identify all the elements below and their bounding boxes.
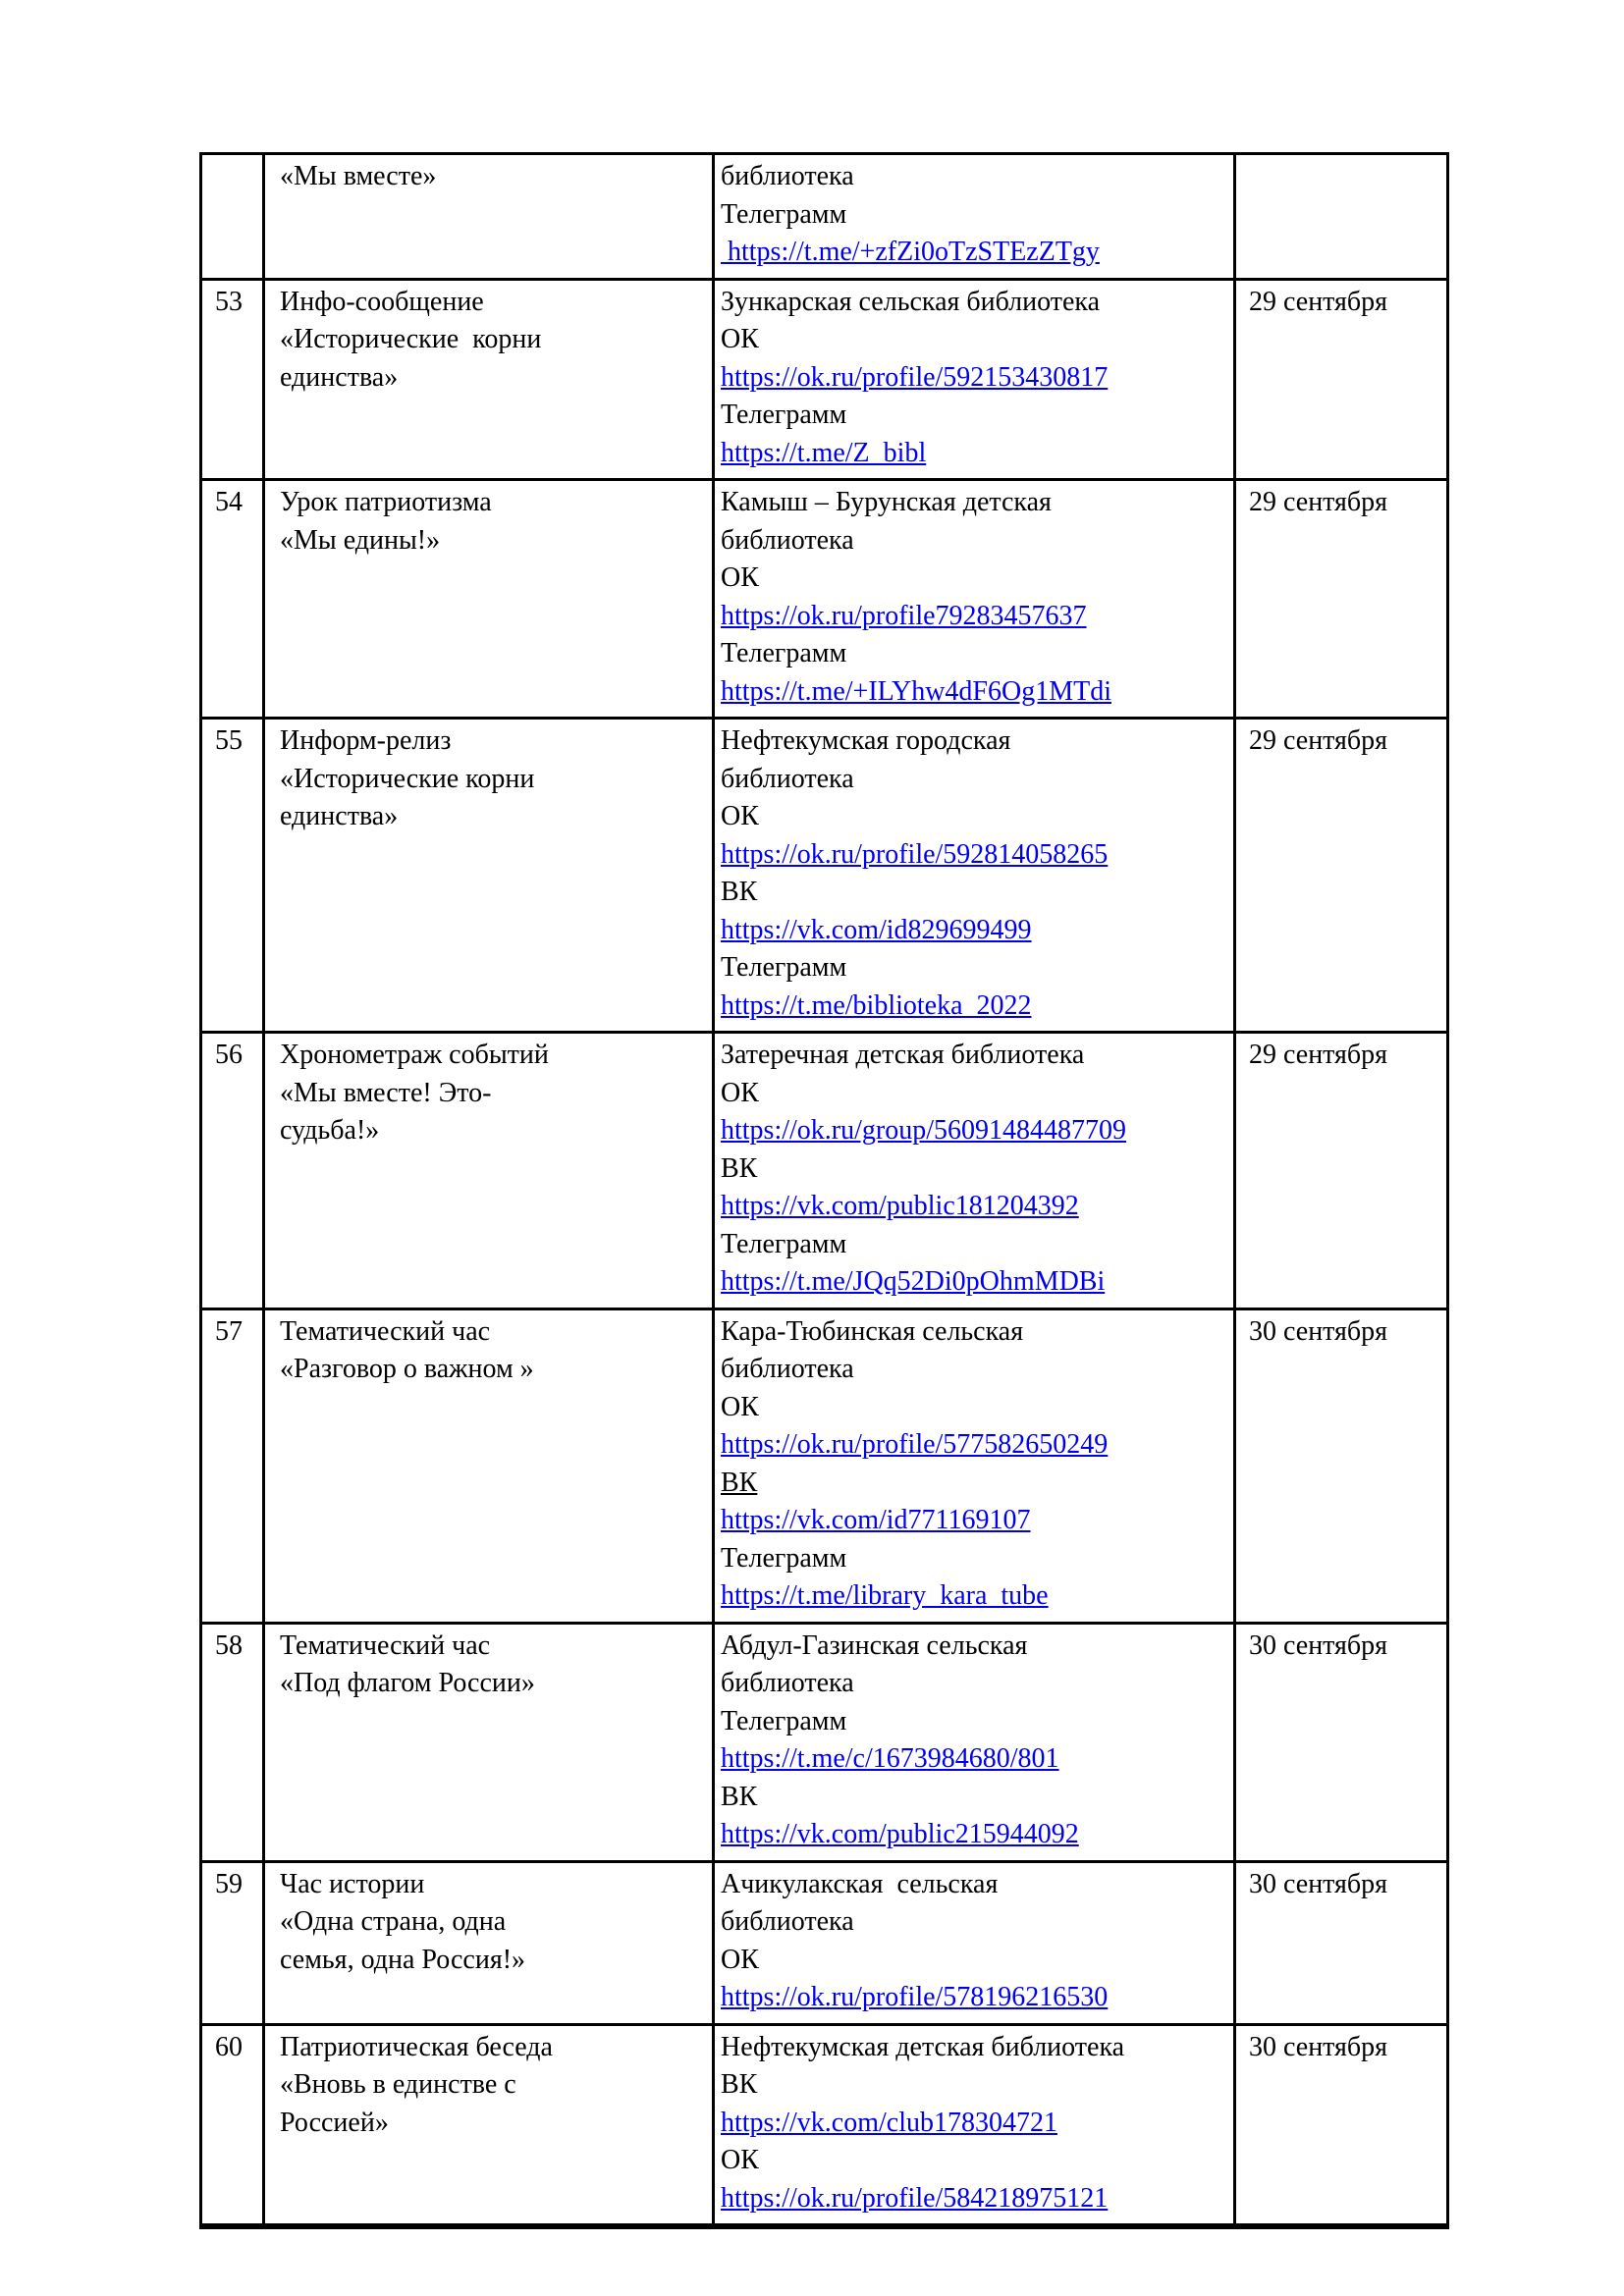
source-link[interactable]: https://t.me/+ILYhw4dF6Og1MTdi (721, 675, 1111, 707)
schedule-table-body (201, 154, 1448, 2227)
event-name-line: Инфо-сообщение (280, 286, 484, 317)
source-link[interactable]: https://t.me/c/1673984680/801 (721, 1743, 1059, 1774)
source-text-line: Нефтекумская детская библиотека (721, 2031, 1125, 2062)
event-name-cell (264, 154, 714, 280)
source-links-cell (714, 1033, 1235, 1309)
row-number-cell: 57 (201, 1308, 264, 1623)
source-text-line: ОК (721, 801, 759, 831)
source-text-line: Камыш – Бурунская детская (721, 487, 1052, 517)
table-row (201, 1308, 1448, 1623)
date-cell: 29 сентября (1235, 279, 1448, 480)
event-name-line: единства» (280, 361, 399, 393)
date-cell: 29 сентября (1235, 1033, 1448, 1309)
event-name-line: Россией» (280, 2107, 389, 2138)
source-text-line: ВК (721, 877, 758, 907)
source-text-line: ОК (721, 324, 759, 354)
source-link[interactable]: https://t.me/Z_bibl (721, 437, 927, 468)
source-link[interactable]: https://ok.ru/profile/592153430817 (721, 361, 1109, 393)
source-link[interactable]: https://vk.com/public181204392 (721, 1191, 1079, 1221)
date-cell: 30 сентября (1235, 2024, 1448, 2226)
source-link[interactable]: https://t.me/library_kara_tube (721, 1580, 1049, 1611)
row-number-cell: 60 (201, 2024, 264, 2226)
source-links-cell (714, 719, 1235, 1033)
source-link[interactable]: https://ok.ru/profile79283457637 (721, 600, 1087, 631)
source-text-line: Телеграмм (721, 1705, 847, 1736)
source-text-line: Абдул-Газинская сельская (721, 1629, 1028, 1661)
event-name-cell (264, 2024, 714, 2226)
event-name-line: «Исторические корни (280, 763, 535, 794)
event-name-line: семья, одна Россия!» (280, 1944, 526, 1975)
table-row (201, 1623, 1448, 1861)
source-text-line: библиотека (721, 1668, 854, 1698)
source-link[interactable]: https://ok.ru/profile/577582650249 (721, 1429, 1109, 1460)
source-text-line: Затеречная детская библиотека (721, 1040, 1085, 1070)
table-row (201, 279, 1448, 480)
row-number-cell: 59 (201, 1861, 264, 2024)
source-link[interactable]: https://vk.com/public215944092 (721, 1819, 1079, 1849)
source-text-line: Кара-Тюбинская сельская (721, 1315, 1024, 1347)
source-text-line: ОК (721, 1944, 759, 1975)
source-link[interactable]: https://t.me/+zfZi0oTzSTEzZTgy (721, 237, 1100, 267)
date-cell: 30 сентября (1235, 1861, 1448, 2024)
event-name-line: Информ-релиз (280, 725, 452, 756)
event-name-line: единства» (280, 801, 399, 831)
table-row (201, 1861, 1448, 2024)
date-cell (1235, 154, 1448, 280)
event-name-line: Патриотическая беседа (280, 2031, 553, 2062)
source-text-line: ОК (721, 2145, 759, 2175)
date-cell: 30 сентября (1235, 1623, 1448, 1861)
event-name-line: Урок патриотизма (280, 487, 492, 517)
source-link[interactable]: https://vk.com/id829699499 (721, 914, 1032, 945)
source-link[interactable]: https://t.me/biblioteka_2022 (721, 989, 1032, 1021)
event-name-line: «Мы едины!» (280, 524, 441, 556)
row-number-cell (201, 154, 264, 280)
event-name-line: Час истории (280, 1868, 425, 1899)
source-links-cell (714, 279, 1235, 480)
underlined-label: ВК (721, 1467, 758, 1498)
event-name-line: «Исторические корни (280, 324, 542, 354)
table-row (201, 719, 1448, 1033)
source-text-line: Телеграмм (721, 952, 847, 983)
source-text-line: библиотека (721, 763, 854, 794)
source-link[interactable]: https://ok.ru/group/56091484487709 (721, 1115, 1126, 1146)
date-cell: 29 сентября (1235, 719, 1448, 1033)
table-row (201, 154, 1448, 280)
source-text-line: библиотека (721, 1906, 854, 1937)
event-name-line: «Мы вместе» (280, 161, 437, 191)
source-text-line: Зункарская сельская библиотека (721, 286, 1101, 317)
date-cell: 30 сентября (1235, 1308, 1448, 1623)
event-name-cell (264, 480, 714, 719)
source-text-line: библиотека (721, 1354, 854, 1384)
source-link[interactable]: https://t.me/JQq52Di0pOhmMDBi (721, 1266, 1106, 1297)
source-text-line: ОК (721, 562, 759, 593)
source-text-line: Ачикулакская сельская (721, 1868, 999, 1899)
source-text-line: ОК (721, 1391, 759, 1422)
source-links-cell (714, 480, 1235, 719)
source-text-line: библиотека (721, 524, 854, 556)
source-text-line: Телеграмм (721, 400, 847, 430)
table-row (201, 1033, 1448, 1309)
source-text-line: Телеграмм (721, 638, 847, 668)
source-links-cell (714, 2024, 1235, 2226)
table-row (201, 480, 1448, 719)
source-links-cell (714, 1861, 1235, 2024)
source-link[interactable]: https://vk.com/id771169107 (721, 1505, 1031, 1535)
event-name-cell (264, 1033, 714, 1309)
source-text-line: Нефтекумская городская (721, 725, 1011, 756)
source-link[interactable]: https://ok.ru/profile/584218975121 (721, 2182, 1109, 2214)
event-name-cell (264, 1623, 714, 1861)
event-name-cell (264, 1861, 714, 2024)
event-name-line: «Мы вместе! Это- (280, 1077, 492, 1108)
event-name-line: Тематический час (280, 1315, 491, 1347)
source-text-line: Телеграмм (721, 198, 847, 230)
row-number-cell: 56 (201, 1033, 264, 1309)
event-name-line: «Одна страна, одна (280, 1906, 507, 1937)
events-schedule-table (199, 152, 1449, 2229)
source-links-cell (714, 1308, 1235, 1623)
source-links-cell (714, 1623, 1235, 1861)
source-links-cell (714, 154, 1235, 280)
table-row (201, 2024, 1448, 2226)
event-name-line: Хронометраж событий (280, 1040, 549, 1070)
row-number-cell: 55 (201, 719, 264, 1033)
source-text-line: библиотека (721, 161, 854, 191)
event-name-line: судьба!» (280, 1115, 380, 1146)
source-link[interactable]: https://ok.ru/profile/592814058265 (721, 838, 1109, 870)
event-name-line: «Разговор о важном » (280, 1354, 534, 1384)
event-name-line: Тематический час (280, 1629, 491, 1661)
source-text-line: Телеграмм (721, 1542, 847, 1574)
event-name-line: «Под флагом России» (280, 1668, 535, 1698)
row-number-cell: 54 (201, 480, 264, 719)
row-number-cell: 53 (201, 279, 264, 480)
source-text-line: ВК (721, 1152, 758, 1184)
event-name-line: «Вновь в единстве с (280, 2069, 516, 2100)
source-text-line: Телеграмм (721, 1228, 847, 1259)
source-text-line: ВК (721, 1781, 758, 1812)
source-link[interactable]: https://ok.ru/profile/578196216530 (721, 1982, 1109, 2012)
source-link[interactable]: https://vk.com/club178304721 (721, 2107, 1057, 2138)
source-text-line: ВК (721, 2069, 758, 2100)
event-name-cell (264, 719, 714, 1033)
row-number-cell: 58 (201, 1623, 264, 1861)
date-cell: 29 сентября (1235, 480, 1448, 719)
event-name-cell (264, 1308, 714, 1623)
source-text-line: ОК (721, 1077, 759, 1108)
event-name-cell (264, 279, 714, 480)
